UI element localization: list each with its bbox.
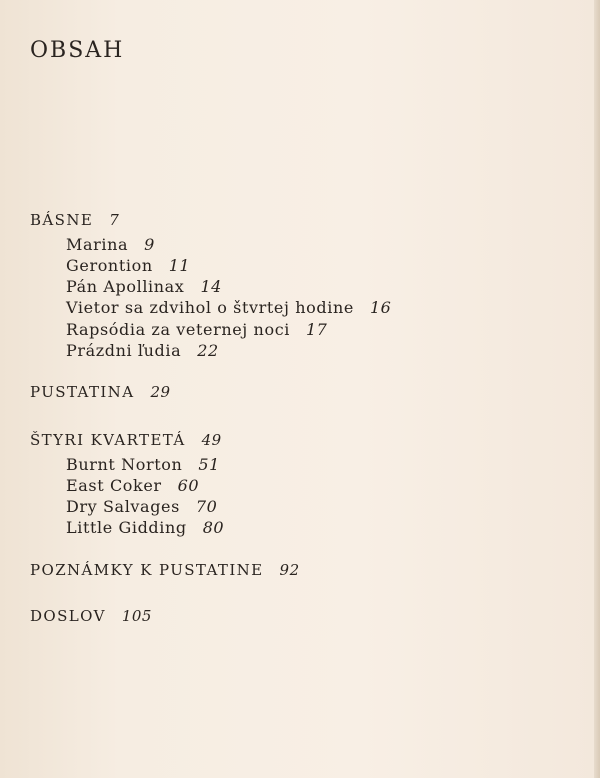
toc-page-number: 80 <box>202 518 225 537</box>
toc-item <box>66 341 219 361</box>
toc-page-number: 29 <box>150 383 171 401</box>
toc-section-poznamky <box>30 560 300 580</box>
toc-page-number: 105 <box>121 607 152 625</box>
toc-item-label: Vietor sa zdvihol o štvrtej hodine <box>66 298 354 317</box>
toc-item <box>66 518 224 538</box>
toc-item-label: Pán Apollinax <box>66 277 185 296</box>
page-title: OBSAH <box>30 38 125 63</box>
toc-page-number: 9 <box>144 235 155 254</box>
toc-page-number: 92 <box>279 561 300 579</box>
toc-item <box>66 455 220 475</box>
toc-item-label: Marina <box>66 235 129 254</box>
toc-section-basne <box>30 210 119 230</box>
toc-page-number: 11 <box>168 256 191 275</box>
toc-section-label: POZNÁMKY K PUSTATINE <box>30 561 264 579</box>
toc-item <box>66 235 155 255</box>
toc-page-number: 17 <box>305 320 328 339</box>
toc-item-label: Burnt Norton <box>66 455 183 474</box>
toc-item <box>66 298 391 318</box>
toc-page-number: 16 <box>369 298 392 317</box>
toc-item-label: Little Gidding <box>66 518 187 537</box>
toc-page-number: 7 <box>109 211 120 229</box>
toc-item-label: Gerontion <box>66 256 153 275</box>
toc-section-pustatina <box>30 382 171 402</box>
toc-section-label: PUSTATINA <box>30 383 135 401</box>
toc-page-number: 49 <box>201 431 222 449</box>
toc-item-label: East Coker <box>66 476 162 495</box>
toc-item <box>66 497 217 517</box>
toc-item-label: Rapsódia za veternej noci <box>66 320 290 339</box>
toc-section-label: BÁSNE <box>30 211 94 229</box>
toc-section-styri-kvarteta <box>30 430 222 450</box>
toc-page-number: 70 <box>195 497 218 516</box>
toc-page-number: 51 <box>198 455 220 474</box>
toc-item <box>66 476 199 496</box>
toc-item-label: Dry Salvages <box>66 497 180 516</box>
toc-section-label: DOSLOV <box>30 607 106 625</box>
toc-item <box>66 256 190 276</box>
toc-item <box>66 320 327 340</box>
toc-item-label: Prázdni ľudia <box>66 341 182 360</box>
toc-item <box>66 277 222 297</box>
toc-section-label: ŠTYRI KVARTETÁ <box>30 431 186 449</box>
toc-page-number: 22 <box>197 341 219 360</box>
toc-section-doslov <box>30 606 152 626</box>
toc-page-number: 60 <box>177 476 199 495</box>
toc-page-number: 14 <box>200 277 222 296</box>
